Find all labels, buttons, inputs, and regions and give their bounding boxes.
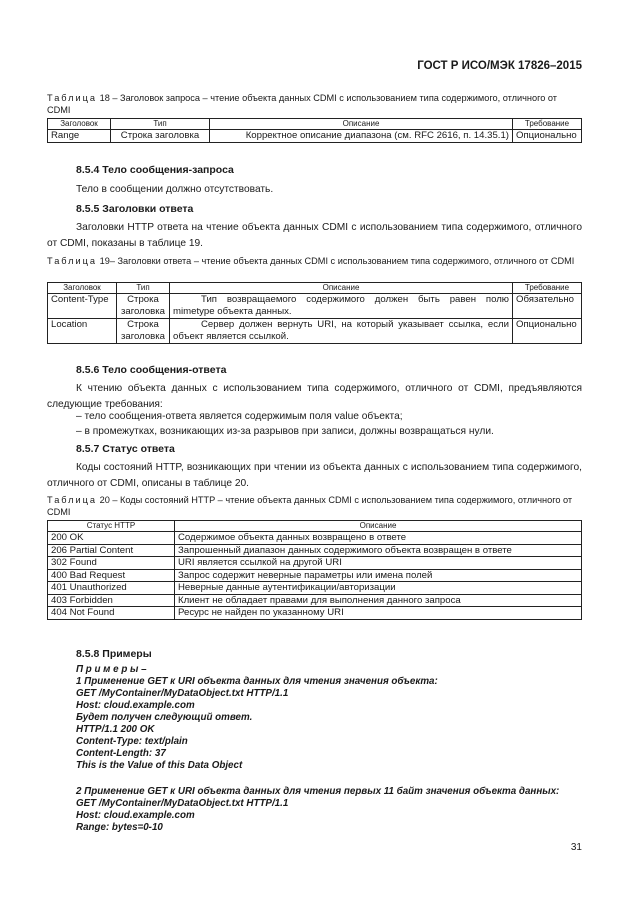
table-20 [47, 520, 582, 620]
table-header-row [48, 283, 582, 294]
table-cell: Опционально [513, 130, 582, 143]
section-8-5-5-text-content: Заголовки HTTP ответа на чтение объекта данных CDMI с использованием типа содержимого, отличного от CDMI, показаны в таблице 19. [47, 222, 582, 249]
example-line: 2 Применение GET к URI объекта данных для чтения первых 11 байт значения объекта данных: [76, 786, 560, 797]
table-header-cell: Описание [170, 283, 513, 294]
table-header-cell: Заголовок [48, 119, 111, 130]
table-cell: Location [48, 319, 117, 344]
example-line: Будет получен следующий ответ. [76, 712, 253, 723]
section-8-5-8-heading: 8.5.8 Примеры [76, 648, 152, 660]
table-18 [47, 118, 582, 143]
table-cell: Ресурс не найден по указанному URI [175, 607, 582, 620]
example-line: Host: cloud.example.com [76, 700, 195, 711]
table-cell: Тип возвращаемого содержимого должен быть равен полю mimetype объекта данных. [170, 294, 513, 319]
table-row [48, 544, 582, 557]
example-line: Content-Type: text/plain [76, 736, 188, 747]
table-cell: Содержимое объекта данных возвращено в ответе [175, 532, 582, 545]
table-header-cell: Статус HTTP [48, 521, 175, 532]
table-row [48, 607, 582, 620]
standard-header: ГОСТ Р ИСО/МЭК 17826–2015 [417, 60, 582, 72]
table-header-cell: Описание [175, 521, 582, 532]
section-8-5-7-text-content: Коды состояний HTTP, возникающих при чтении из объекта данных с использованием типа содержимого, отличного от CDMI, описаны в таблице 20. [47, 462, 582, 489]
section-8-5-4-heading: 8.5.4 Тело сообщения-запроса [76, 164, 234, 176]
table-cell: Сервер должен вернуть URI, на который указывает ссылка, если объект является ссылкой. [170, 319, 513, 344]
example-line: П р и м е р ы – [76, 664, 147, 675]
table-row [48, 532, 582, 545]
table-cell: Опционально [513, 319, 582, 344]
page-number: 31 [570, 842, 582, 853]
table-cell: Клиент не обладает правами для выполнения данного запроса [175, 594, 582, 607]
section-8-5-5-text [47, 220, 582, 251]
example-line: This is the Value of this Data Object [76, 760, 243, 771]
example-2-block [76, 786, 559, 834]
example-line: Host: cloud.example.com [76, 810, 195, 821]
example-line: GET /MyContainer/MyDataObject.txt HTTP/1.1 [76, 798, 289, 809]
table-row [48, 582, 582, 595]
table-cell: Обязательно [513, 294, 582, 319]
table-header-row [48, 521, 582, 532]
table-row [48, 130, 582, 143]
list-item: – тело сообщения-ответа является содержимым поля value объекта; [76, 411, 403, 422]
table-header-cell: Заголовок [48, 283, 117, 294]
table-row [48, 319, 582, 344]
table-cell: 206 Partial Content [48, 544, 175, 557]
section-8-5-6-heading: 8.5.6 Тело сообщения-ответа [76, 364, 227, 376]
table-header-cell: Требование [513, 119, 582, 130]
table-cell: Корректное описание диапазона (см. RFC 2616, п. 14.35.1) [210, 130, 513, 143]
section-8-5-4-text: Тело в сообщении должно отсутствовать. [76, 184, 274, 195]
example-line: Content-Length: 37 [76, 748, 166, 759]
table-19-caption-label: Таблица [47, 256, 98, 266]
table-cell: Запрос содержит неверные параметры или имена полей [175, 569, 582, 582]
table-18-caption [47, 92, 582, 116]
table-cell: Строка заголовка [117, 319, 170, 344]
section-8-5-6-text-content: К чтению объекта данных с использованием типа содержимого, отличного от CDMI, предъявляются следующие требования: [47, 383, 582, 410]
table-cell: 401 Unauthorized [48, 582, 175, 595]
table-18-caption-text: 18 – Заголовок запроса – чтение объекта данных CDMI с использованием типа содержимого, отличного от CDMI [47, 93, 558, 115]
table-20-caption-text: 20 – Коды состояний HTTP – чтение объекта данных CDMI с использованием типа содержимого, отличного от CDMI [47, 495, 573, 517]
table-cell: 403 Forbidden [48, 594, 175, 607]
section-8-5-5-heading: 8.5.5 Заголовки ответа [76, 203, 194, 215]
table-cell: 400 Bad Request [48, 569, 175, 582]
table-header-row [48, 119, 582, 130]
table-header-cell: Требование [513, 283, 582, 294]
table-19 [47, 282, 582, 344]
table-row [48, 594, 582, 607]
section-8-5-6-text [47, 381, 582, 412]
example-line: HTTP/1.1 200 OK [76, 724, 155, 735]
table-cell: Content-Type [48, 294, 117, 319]
table-row [48, 294, 582, 319]
table-cell: 404 Not Found [48, 607, 175, 620]
table-cell: 302 Found [48, 557, 175, 570]
table-header-cell: Тип [111, 119, 210, 130]
example-1-block [76, 664, 438, 772]
list-item: – в промежутках, возникающих из-за разрывов при записи, должны возвращаться нули. [76, 426, 494, 437]
table-row [48, 569, 582, 582]
table-header-cell: Описание [210, 119, 513, 130]
table-20-caption-label: Таблица [47, 495, 98, 505]
table-19-caption-text: 19– Заголовки ответа – чтение объекта данных CDMI с использованием типа содержимого, отличного от CDMI [99, 256, 575, 266]
table-cell: Range [48, 130, 111, 143]
table-18-caption-label: Таблица [47, 93, 98, 103]
table-row [48, 557, 582, 570]
table-cell: URI является ссылкой на другой URI [175, 557, 582, 570]
table-19-caption [47, 255, 582, 267]
table-cell: Строка заголовка [111, 130, 210, 143]
example-line: Range: bytes=0-10 [76, 822, 163, 833]
table-20-caption [47, 494, 582, 518]
table-cell: Неверные данные аутентификации/авторизации [175, 582, 582, 595]
table-cell: Запрошенный диапазон данных содержимого объекта возвращен в ответе [175, 544, 582, 557]
example-line: 1 Применение GET к URI объекта данных для чтения значения объекта: [76, 676, 438, 687]
example-line: GET /MyContainer/MyDataObject.txt HTTP/1.1 [76, 688, 289, 699]
section-8-5-7-heading: 8.5.7 Статус ответа [76, 443, 175, 455]
table-cell: 200 OK [48, 532, 175, 545]
table-header-cell: Тип [117, 283, 170, 294]
section-8-5-7-text [47, 460, 582, 491]
table-cell: Строка заголовка [117, 294, 170, 319]
